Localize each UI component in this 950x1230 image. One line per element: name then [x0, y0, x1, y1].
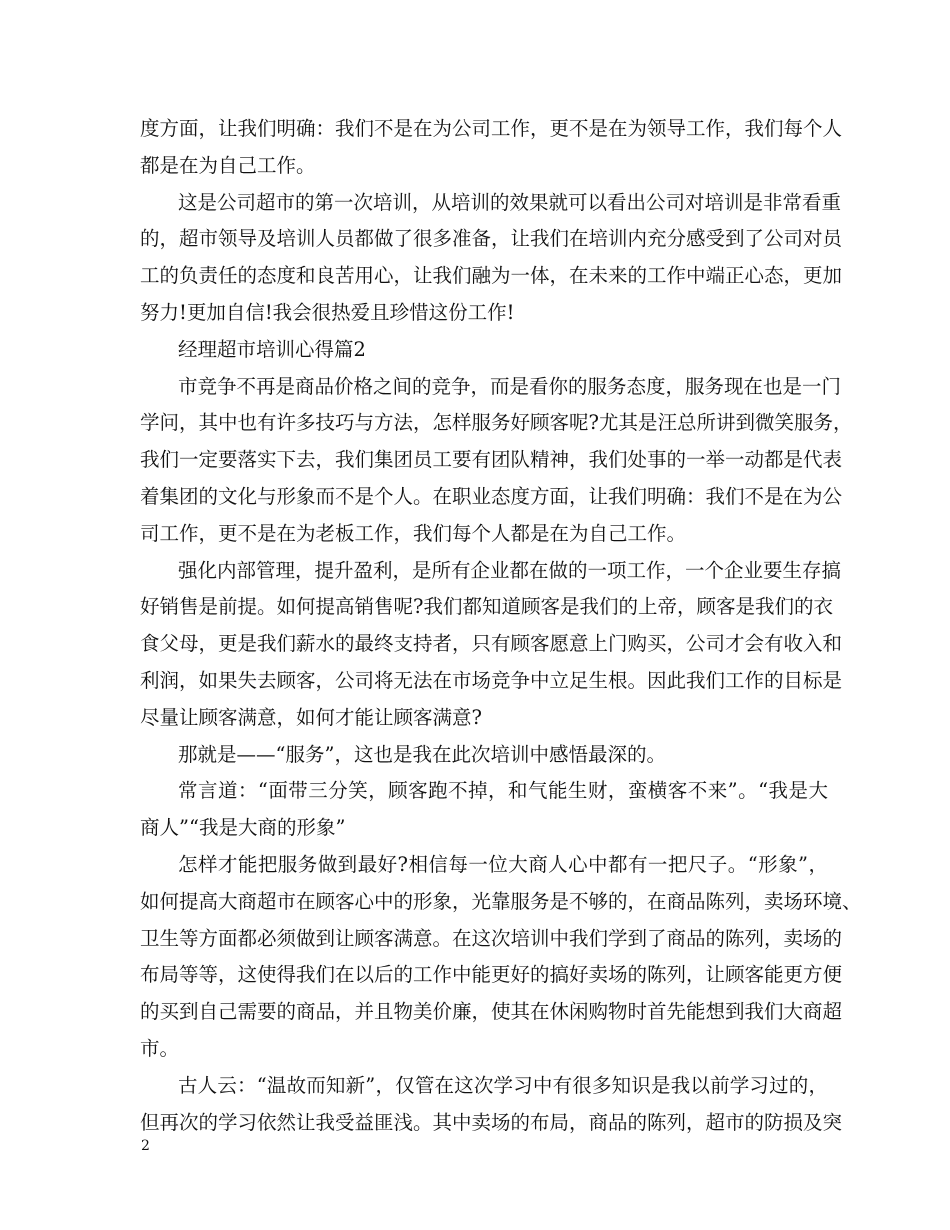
paragraph-first-line: 这是公司超市的第一次培训，从培训的效果就可以看出公司对培训是非常看重: [178, 190, 842, 214]
text-line: 司工作，更不是在为老板工作，我们每个人都是在为自己工作。: [140, 521, 687, 545]
text-line: 学问，其中也有许多技巧与方法，怎样服务好顾客呢?尤其是汪总所讲到微笑服务，: [140, 411, 853, 435]
text-line: 布局等等，这使得我们在以后的工作中能更好的搞好卖场的陈列，让顾客能更方便: [140, 963, 843, 987]
paragraph-first-line: 古人云：“温故而知新”，仅管在这次学习中有很多知识是我以前学习过的，: [178, 1073, 828, 1097]
paragraph-first-line: 常言道：“面带三分笑，顾客跑不掉，和气能生财，蛮横客不来”。“我是大: [178, 779, 828, 803]
text-line: 如何提高大商超市在顾客心中的形象，光靠服务是不够的，在商品陈列，卖场环境、: [140, 889, 862, 913]
text-line: 度方面，让我们明确：我们不是在为公司工作，更不是在为领导工作，我们每个人: [140, 117, 843, 140]
text-line: 着集团的文化与形象而不是个人。在职业态度方面，让我们明确：我们不是在为公: [140, 484, 843, 508]
text-line: 尽量让顾客满意，如何才能让顾客满意?: [140, 705, 482, 729]
body-text: [140, 111, 862, 1141]
text-line: 利润，如果失去顾客，公司将无法在市场竞争中立足生根。因此我们工作的目标是: [140, 668, 843, 692]
text-line: 卫生等方面都必须做到让顾客满意。在这次培训中我们学到了商品的陈列，卖场的: [140, 926, 843, 950]
paragraph-first-line: 市竞争不再是商品价格之间的竞争，而是看你的服务态度，服务现在也是一门: [178, 374, 842, 398]
text-line: 市。: [140, 1036, 180, 1060]
text-line: 都是在为自己工作。: [140, 153, 316, 177]
text-line: 食父母，更是我们薪水的最终支持者，只有顾客愿意上门购买，公司才会有收入和: [140, 632, 843, 656]
text-line: 好销售是前提。如何提高销售呢?我们都知道顾客是我们的上帝，顾客是我们的衣: [140, 595, 833, 619]
text-line: 我们一定要落实下去，我们集团员工要有团队精神，我们处事的一举一动都是代表: [140, 448, 843, 472]
paragraph-first-line: 强化内部管理，提升盈利，是所有企业都在做的一项工作，一个企业要生存搞: [178, 558, 842, 582]
page-number: 2: [141, 1138, 150, 1154]
paragraph-first-line: 那就是——“服务”，这也是我在此次培训中感悟最深的。: [178, 742, 666, 766]
paragraph-first-line: 经理超市培训心得篇2: [178, 337, 366, 361]
text-line: 商人”“我是大商的形象”: [140, 816, 346, 840]
text-line: 的，超市领导及培训人员都做了很多准备，让我们在培训内充分感受到了公司对员: [140, 227, 843, 251]
text-line: 努力!更加自信!我会很热爱且珍惜这份工作!: [140, 300, 515, 324]
text-line: 但再次的学习依然让我受益匪浅。其中卖场的布局，商品的陈列，超市的防损及突: [140, 1110, 843, 1134]
paragraph-first-line: 怎样才能把服务做到最好?相信每一位大商人心中都有一把尺子。“形象”，: [178, 852, 828, 876]
text-line: 的买到自己需要的商品，并且物美价廉，使其在休闲购物时首先能想到我们大商超: [140, 1000, 843, 1024]
text-line: 工的负责任的态度和良苦用心，让我们融为一体，在未来的工作中端正心态，更加: [140, 264, 843, 288]
